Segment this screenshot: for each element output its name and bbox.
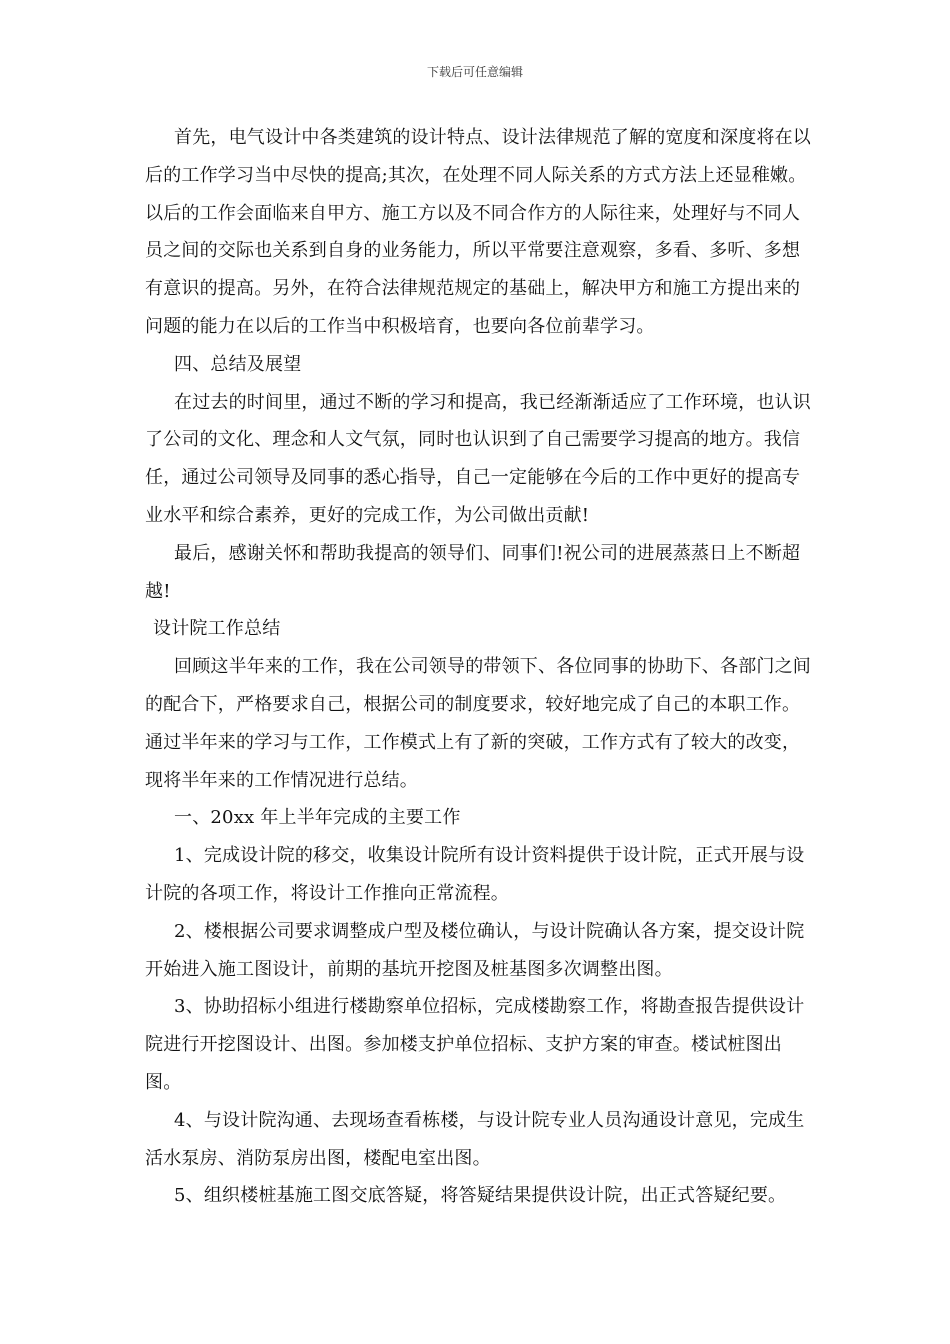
paragraph-thanks: 最后，感谢关怀和帮助我提高的领导们、同事们!祝公司的进展蒸蒸日上不断超越! [145, 542, 801, 602]
list-item: 2、楼根据公司要求调整成户型及楼位确认，与设计院确认各方案，提交设计院开始进入施工图设计，前期的基坑开挖图及桩基图多次调整出图。 [145, 920, 805, 980]
list-item: 3、协助招标小组进行楼勘察单位招标，完成楼勘察工作，将勘查报告提供设计院进行开挖图设计、出图。参加楼支护单位招标、支护方案的审查。楼试桩图出图。 [145, 996, 805, 1093]
list-item: 1、完成设计院的移交，收集设计院所有设计资料提供于设计院，正式开展与设计院的各项工作，将设计工作推向正常流程。 [145, 845, 805, 904]
paragraph-review: 回顾这半年来的工作，我在公司领导的带领下、各位同事的协助下、各部门之间的配合下，严格要求自己，根据公司的制度要求，较好地完成了自己的本职工作。通过半年来的学习与工作，工作模式上有了新的突破，工作方式有了较大的改变，现将半年来的工作情况进行总结。 [145, 656, 811, 791]
document-title: 设计院工作总结 [153, 618, 281, 640]
document-body [145, 119, 815, 1215]
list-item: 5、组织楼桩基施工图交底答疑，将答疑结果提供设计院，出正式答疑纪要。 [174, 1185, 787, 1207]
list-item: 4、与设计院沟通、去现场查看栋楼，与设计院专业人员沟通设计意见，完成生活水泵房、消防泵房出图，楼配电室出图。 [145, 1109, 805, 1169]
section-heading-main-work: 一、20xx 年上半年完成的主要工作 [174, 807, 461, 829]
paragraph-outlook: 在过去的时间里，通过不断的学习和提高，我已经渐渐适应了工作环境，也认识了公司的文化、理念和人文气氛，同时也认识到了自己需要学习提高的地方。我信任，通过公司领导及同事的悉心指导，自己一定能够在今后的工作中更好的提高专业水平和综合素养，更好的完成工作，为公司做出贡献! [145, 391, 811, 526]
page-header: 下载后可任意编辑 [426, 65, 523, 79]
section-heading-summary: 四、总结及展望 [174, 353, 302, 375]
paragraph-improvement: 首先，电气设计中各类建筑的设计特点、设计法律规范了解的宽度和深度将在以后的工作学习当中尽快的提高;其次，在处理不同人际关系的方式方法上还显稚嫩。以后的工作会面临来自甲方、施工方以及不同合作方的人际往来，处理好与不同人员之间的交际也关系到自身的业务能力，所以平常要注意观察，多看、多听、多想有意识的提高。另外，在符合法律规范规定的基础上，解决甲方和施工方提出来的问题的能力在以后的工作当中积极培育，也要向各位前辈学习。 [145, 127, 811, 337]
